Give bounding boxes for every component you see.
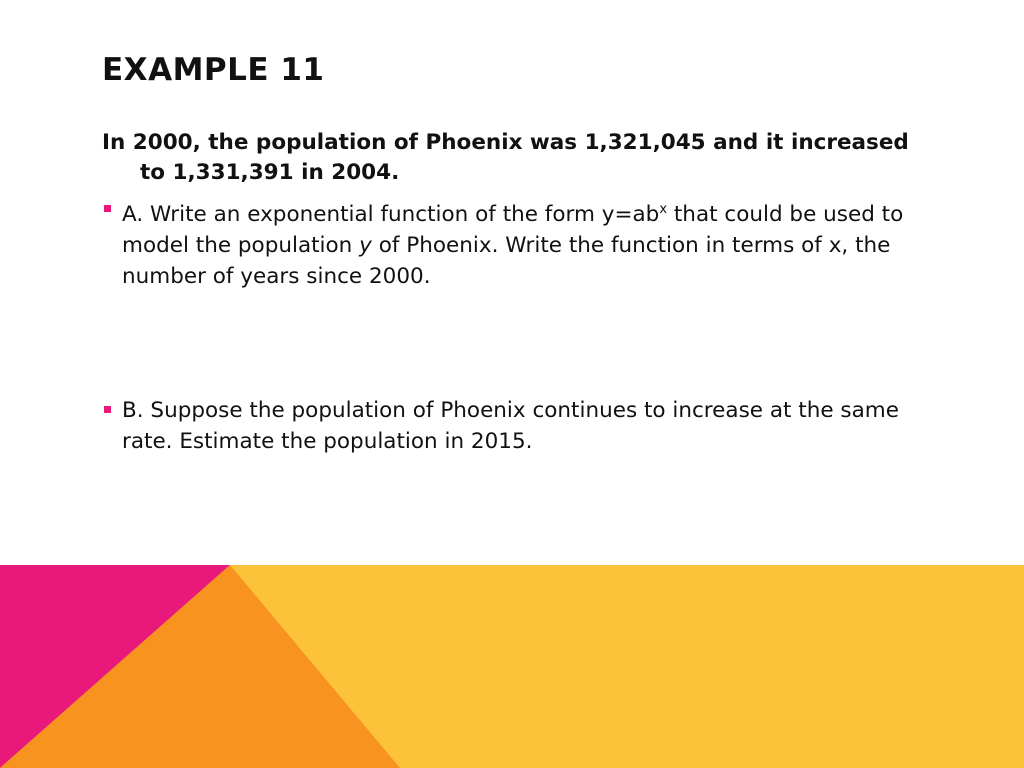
intro-line-2: to 1,331,391 in 2004. <box>140 160 400 185</box>
bullet-a-text-start: A. Write an exponential function of the form y=ab <box>122 202 660 228</box>
bullet-item-a <box>104 194 924 292</box>
decorative-footer-shapes <box>0 565 1024 768</box>
bullet-a-italic: y <box>359 233 372 259</box>
intro-paragraph <box>102 128 922 188</box>
bullet-a-superscript: x <box>659 202 668 217</box>
intro-line-1: In 2000, the population of Phoenix was 1,321,045 and it increased <box>102 130 909 155</box>
bullet-a-text-end: of Phoenix. Write the function in terms of x, the number of years since 2000. <box>122 233 891 290</box>
slide-title: EXAMPLE 11 <box>102 52 325 88</box>
bullet-b-text: B. Suppose the population of Phoenix continues to increase at the same rate. Estimate the population in 2015. <box>122 398 899 454</box>
bullet-marker-icon <box>104 406 111 413</box>
bullet-marker-icon <box>104 205 111 212</box>
bullet-a-text <box>104 194 924 292</box>
bullet-a-text-middle: that could be used to model the population <box>122 202 904 259</box>
bullet-item-b <box>104 395 924 457</box>
